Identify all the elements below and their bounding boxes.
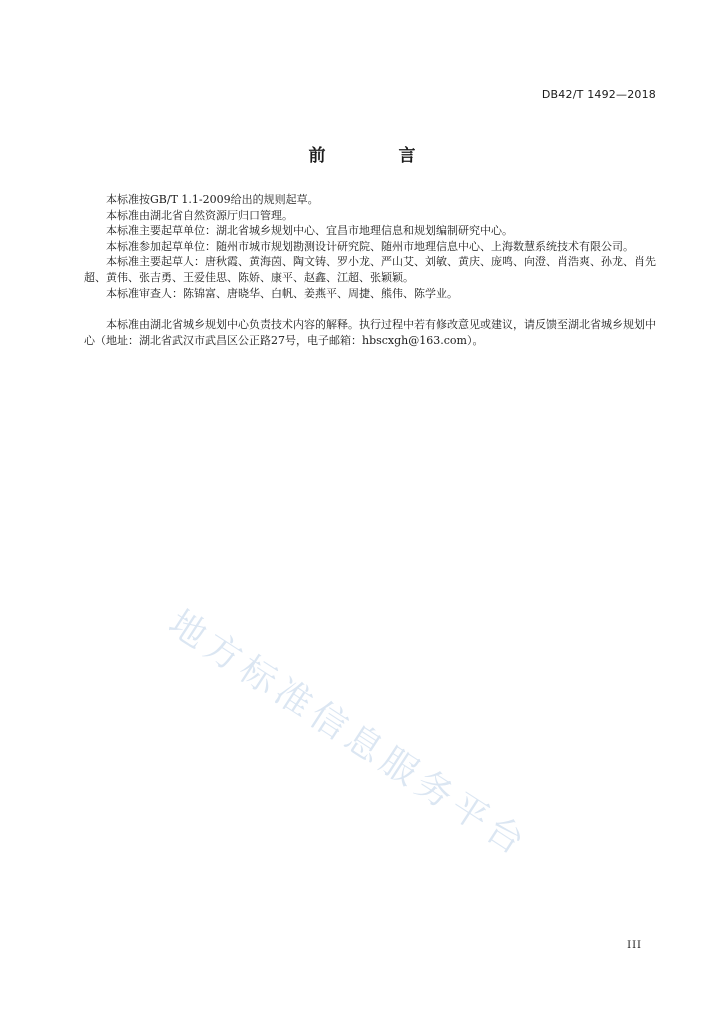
paragraph-drafting-rules: 本标准按GB/T 1.1-2009给出的规则起草。 (106, 193, 319, 206)
foreword-body (84, 192, 656, 348)
paragraph-administration: 本标准由湖北省自然资源厅归口管理。 (106, 208, 293, 222)
page-title: 前 言 (308, 146, 444, 166)
paragraph-reviewers: 本标准审查人：陈锦富、唐晓华、白帆、姜燕平、周捷、熊伟、陈学业。 (106, 286, 458, 300)
watermark: 地方标准信息服务平台 (161, 602, 536, 866)
standard-code: DB42/T 1492—2018 (541, 88, 656, 101)
paragraph-participating-units: 本标准参加起草单位：随州市城市规划勘测设计研究院、随州市地理信息中心、上海数慧系统技术有限公司。 (106, 239, 634, 253)
paragraph-interpretation: 本标准由湖北省城乡规划中心负责技术内容的解释。执行过程中若有修改意见或建议，请反馈至湖北省城乡规划中心（地址：湖北省武汉市武昌区公正路27号，电子邮箱：hbscxgh@163.com）。 (84, 318, 656, 347)
paragraph-main-drafting-units: 本标准主要起草单位：湖北省城乡规划中心、宜昌市地理信息和规划编制研究中心。 (106, 224, 513, 238)
page-number: III (627, 940, 642, 951)
paragraph-main-drafters: 本标准主要起草人：唐秋霞、黄海茵、陶文铸、罗小龙、严山艾、刘敏、黄庆、庞鸣、向澄、肖浩爽、孙龙、肖先超、黄伟、张吉勇、王爱佳思、陈娇、康平、赵鑫、江超、张颖颖。 (84, 255, 656, 284)
